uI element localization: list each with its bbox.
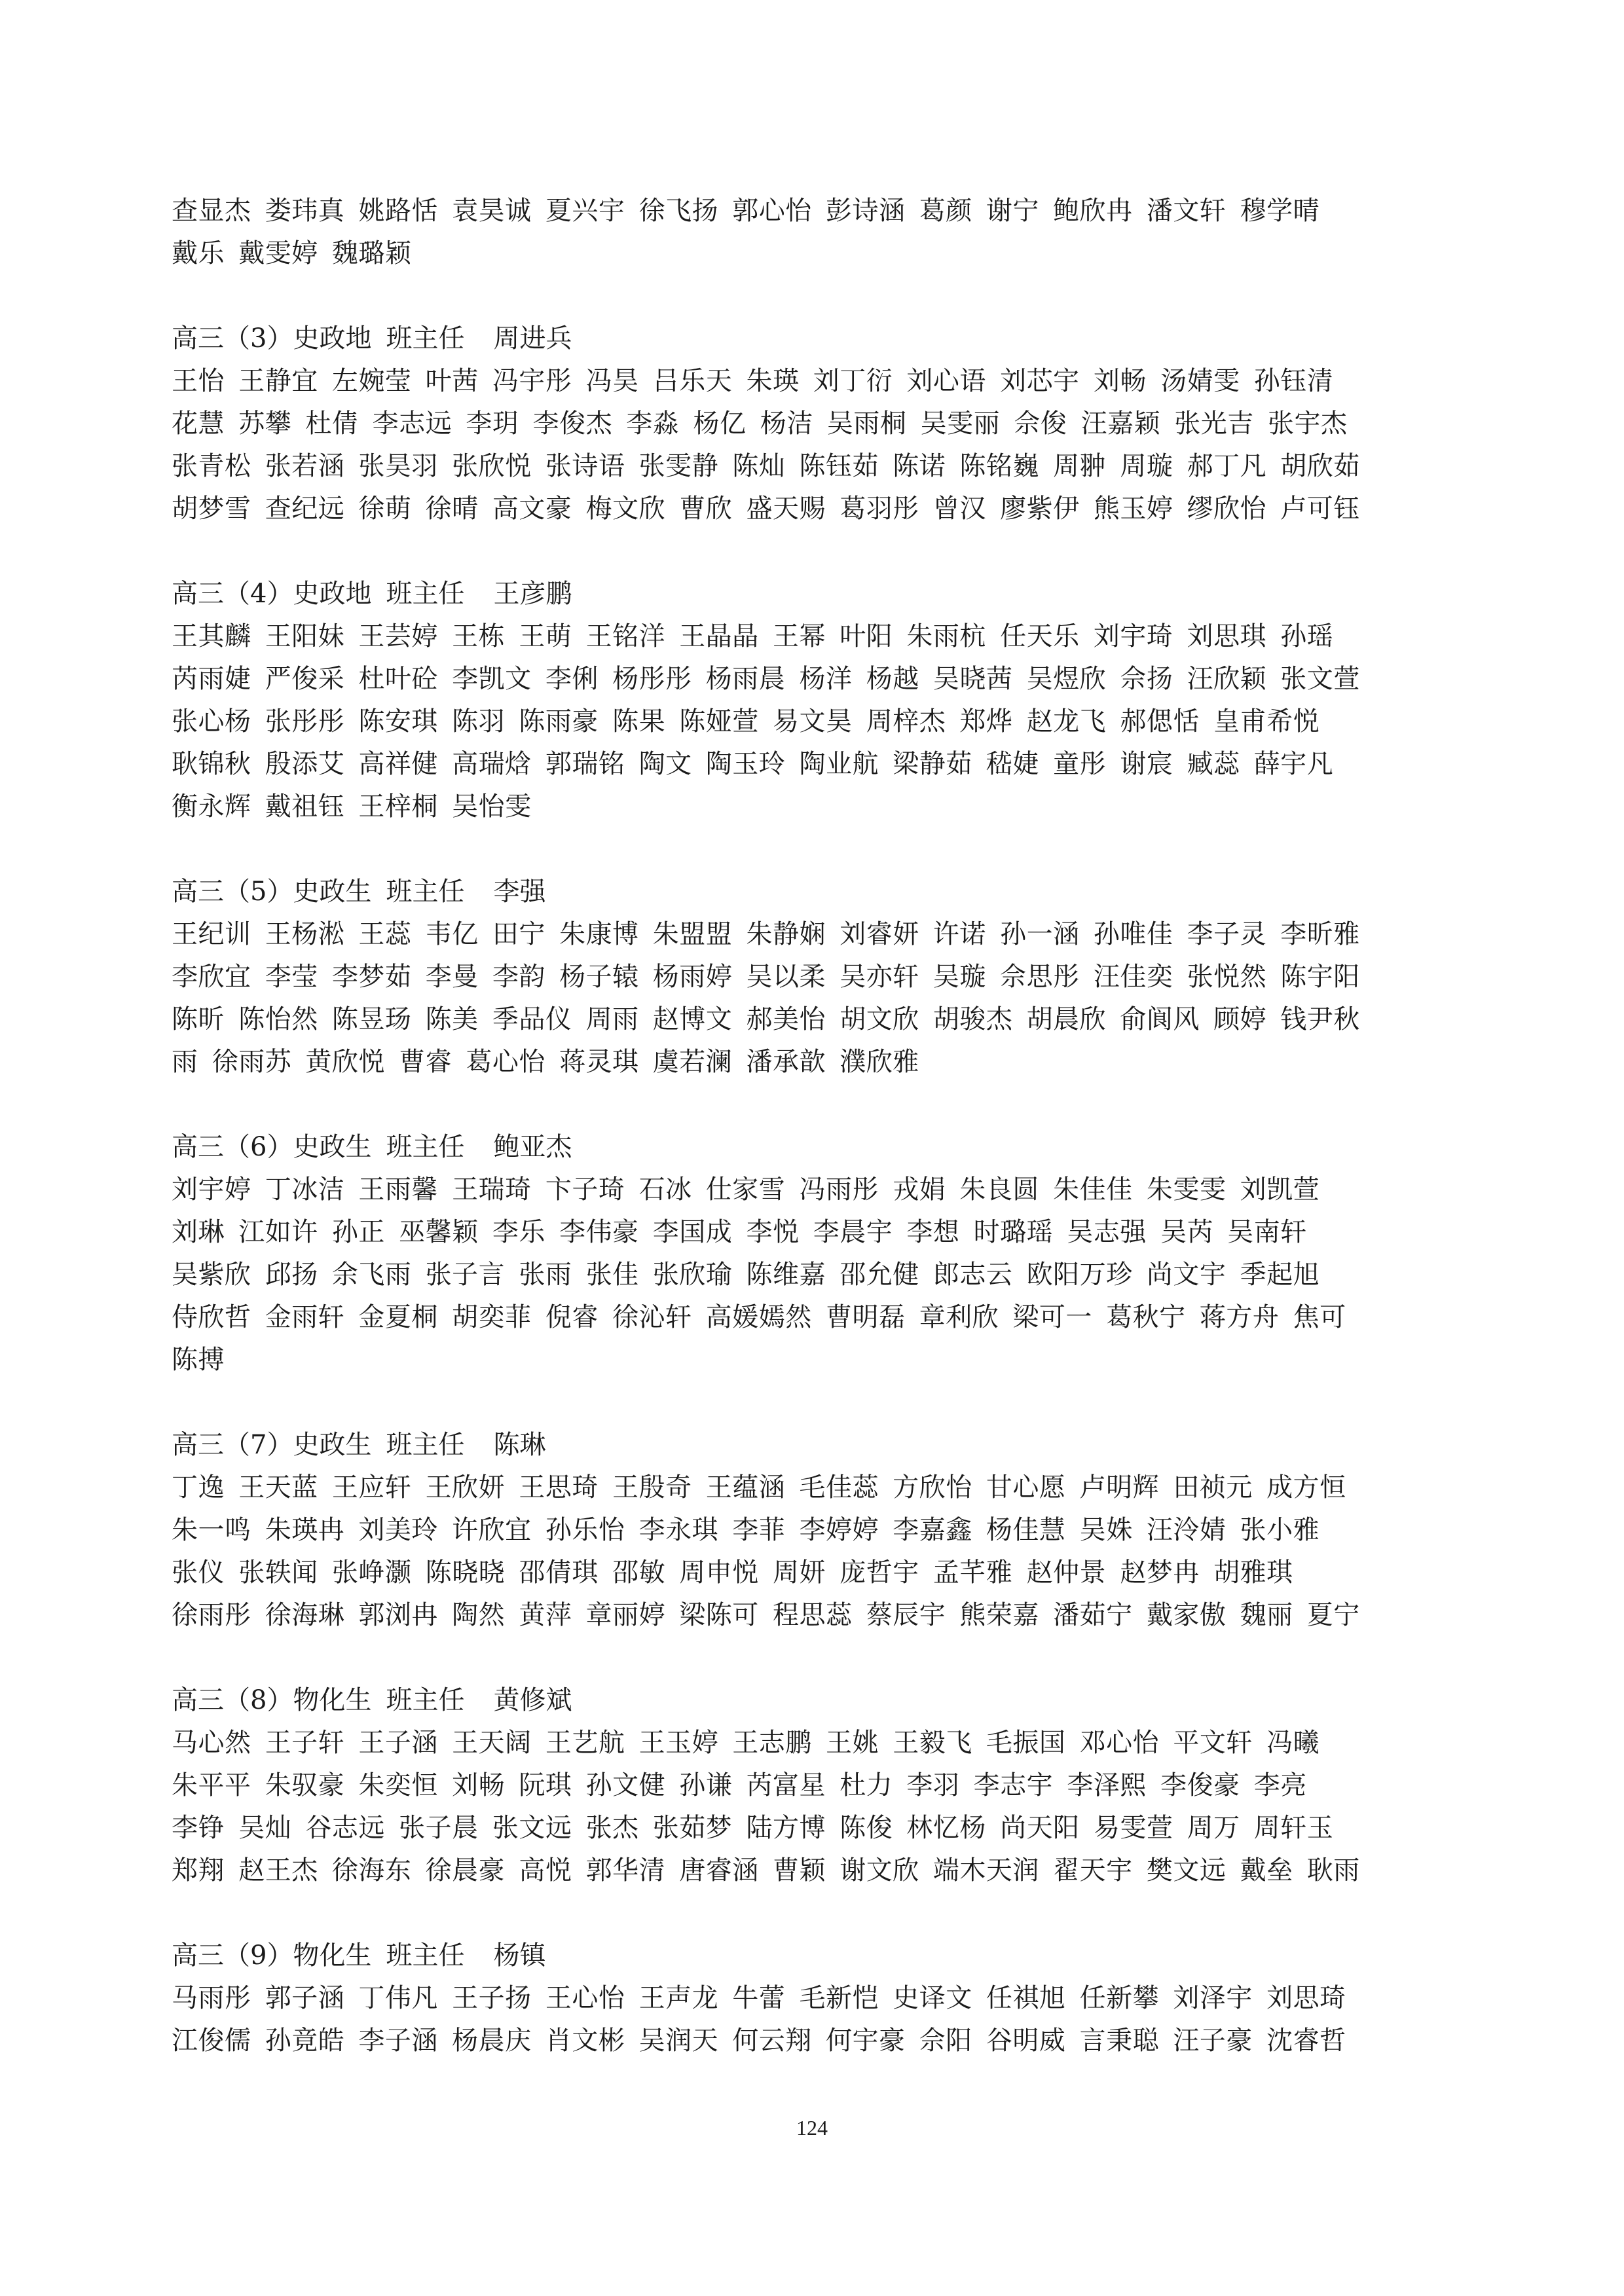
class-section bbox=[172, 1679, 1475, 1892]
class-section bbox=[172, 573, 1475, 828]
name-list-line: 查显杰 娄玮真 姚路恬 袁昊诚 夏兴宇 徐飞扬 郭心怡 彭诗涵 葛颜 谢宁 鲍欣冉 潘文轩 穆学晴 bbox=[172, 196, 1320, 226]
class-name: 高三（5）史政生 bbox=[172, 877, 372, 907]
name-list-line: 胡梦雪 查纪远 徐萌 徐晴 高文豪 梅文欣 曹欣 盛天赐 葛羽彤 曾汉 廖紫伊 熊玉婷 缪欣怡 卢可钰 bbox=[172, 494, 1360, 524]
name-list-line: 陈搏 bbox=[172, 1345, 225, 1375]
class-name: 高三（8）物化生 bbox=[172, 1685, 372, 1715]
name-list-line: 王其麟 王阳妹 王芸婷 王栋 王萌 王铭洋 王晶晶 王幂 叶阳 朱雨杭 任天乐 刘宇琦 刘思琪 孙瑶 bbox=[172, 621, 1334, 651]
name-list-line: 丁逸 王天蓝 王应轩 王欣妍 王思琦 王殷奇 王蕴涵 毛佳蕊 方欣怡 甘心愿 卢明辉 田祯元 成方恒 bbox=[172, 1472, 1346, 1503]
class-heading bbox=[172, 1424, 1475, 1467]
class-section bbox=[172, 1935, 1475, 2062]
class-heading bbox=[172, 871, 1475, 913]
name-list-line: 王纪训 王杨淞 王蕊 韦亿 田宁 朱康博 朱盟盟 朱静娴 刘睿妍 许诺 孙一涵 孙唯佳 李子灵 李昕雅 bbox=[172, 919, 1360, 949]
name-list-line: 戴乐 戴雯婷 魏璐颖 bbox=[172, 238, 412, 268]
page-number: 124 bbox=[796, 2116, 828, 2140]
name-list-line: 张心杨 张彤彤 陈安琪 陈羽 陈雨豪 陈果 陈娅萱 易文昊 周梓杰 郑烨 赵龙飞 郝偲恬 皇甫希悦 bbox=[172, 706, 1320, 737]
teacher-label: 班主任 bbox=[386, 1941, 465, 1971]
name-list-line: 张仪 张轶闻 张峥灏 陈晓晓 邵倩琪 邵敏 周申悦 周妍 庞哲宇 孟芊雅 赵仲景 赵梦冉 胡雅琪 bbox=[172, 1558, 1293, 1588]
name-list-line: 江俊儒 孙竟皓 李子涵 杨晨庆 肖文彬 吴润天 何云翔 何宇豪 佘阳 谷明威 言秉聪 汪子豪 沈睿哲 bbox=[172, 2026, 1346, 2056]
intro-block bbox=[172, 190, 1475, 275]
name-list-line: 郑翔 赵王杰 徐海东 徐晨豪 高悦 郭华清 唐睿涵 曹颖 谢文欣 端木天润 翟天宇 樊文远 戴垒 耿雨 bbox=[172, 1855, 1360, 1886]
name-list-line: 刘琳 江如许 孙正 巫馨颖 李乐 李伟豪 李国成 李悦 李晨宇 李想 时璐瑶 吴志强 吴芮 吴南轩 bbox=[172, 1217, 1307, 1247]
name-list-line: 朱平平 朱驭豪 朱奕恒 刘畅 阮琪 孙文健 孙谦 芮富星 杜力 李羽 李志宇 李泽熙 李俊豪 李亮 bbox=[172, 1770, 1307, 1800]
name-list-line: 侍欣哲 金雨轩 金夏桐 胡奕菲 倪睿 徐沁轩 高媛嫣然 曹明磊 章利欣 梁可一 葛秋宁 蒋方舟 焦可 bbox=[172, 1302, 1346, 1332]
sections-container bbox=[172, 318, 1475, 2062]
name-list-line: 衡永辉 戴祖钰 王梓桐 吴怡雯 bbox=[172, 792, 532, 822]
name-list-line: 张青松 张若涵 张昊羽 张欣悦 张诗语 张雯静 陈灿 陈钰茹 陈诺 陈铭巍 周翀 周璇 郝丁凡 胡欣茹 bbox=[172, 451, 1360, 481]
teacher-label: 班主任 bbox=[386, 1685, 465, 1715]
class-name: 高三（9）物化生 bbox=[172, 1941, 372, 1971]
name-list-line: 芮雨婕 严俊采 杜叶砼 李凯文 李俐 杨彤彤 杨雨晨 杨洋 杨越 吴晓茜 吴煜欣 佘扬 汪欣颖 张文萱 bbox=[172, 664, 1360, 694]
class-heading bbox=[172, 1679, 1475, 1722]
name-list-line: 马心然 王子轩 王子涵 王天阔 王艺航 王玉婷 王志鹏 王姚 王毅飞 毛振国 邓心怡 平文轩 冯曦 bbox=[172, 1728, 1320, 1758]
teacher-label: 班主任 bbox=[386, 579, 465, 609]
teacher-name: 杨镇 bbox=[493, 1941, 546, 1971]
teacher-name: 陈琳 bbox=[493, 1430, 546, 1460]
class-section bbox=[172, 318, 1475, 530]
teacher-label: 班主任 bbox=[386, 877, 465, 907]
class-heading bbox=[172, 318, 1475, 360]
class-heading bbox=[172, 1935, 1475, 1977]
roster-content bbox=[172, 190, 1475, 2062]
class-section bbox=[172, 871, 1475, 1084]
class-name: 高三（4）史政地 bbox=[172, 579, 372, 609]
class-heading bbox=[172, 573, 1475, 615]
name-list-line: 王怡 王静宜 左婉莹 叶茜 冯宇彤 冯昊 吕乐天 朱瑛 刘丁衍 刘心语 刘芯宇 刘畅 汤婧雯 孙钰清 bbox=[172, 366, 1334, 396]
teacher-label: 班主任 bbox=[386, 323, 465, 354]
teacher-name: 王彦鹏 bbox=[493, 579, 572, 609]
name-list-line: 刘宇婷 丁冰洁 王雨馨 王瑞琦 卞子琦 石冰 仕家雪 冯雨彤 戎娟 朱良圆 朱佳佳 朱雯雯 刘凯萱 bbox=[172, 1175, 1320, 1205]
name-list-line: 李铮 吴灿 谷志远 张子晨 张文远 张杰 张茹梦 陆方博 陈俊 林忆杨 尚天阳 易雯萱 周万 周轩玉 bbox=[172, 1813, 1334, 1843]
name-list-line: 李欣宜 李莹 李梦茹 李曼 李韵 杨子辕 杨雨婷 吴以柔 吴亦轩 吴璇 佘思彤 汪佳奕 张悦然 陈宇阳 bbox=[172, 962, 1360, 992]
class-name: 高三（6）史政生 bbox=[172, 1132, 372, 1162]
teacher-label: 班主任 bbox=[386, 1430, 465, 1460]
teacher-name: 李强 bbox=[493, 877, 546, 907]
name-list-line: 陈昕 陈怡然 陈昱玚 陈美 季品仪 周雨 赵博文 郝美怡 胡文欣 胡骏杰 胡晨欣 俞阆风 顾婷 钱尹秋 bbox=[172, 1004, 1360, 1034]
name-list-line: 朱一鸣 朱瑛冉 刘美玲 许欣宜 孙乐怡 李永琪 李菲 李婷婷 李嘉鑫 杨佳慧 吴姝 汪泠婧 张小雅 bbox=[172, 1515, 1320, 1545]
teacher-name: 鲍亚杰 bbox=[493, 1132, 572, 1162]
name-list-line: 花慧 苏攀 杜倩 李志远 李玥 李俊杰 李淼 杨亿 杨洁 吴雨桐 吴雯丽 佘俊 汪嘉颖 张光吉 张宇杰 bbox=[172, 409, 1348, 439]
class-section bbox=[172, 1424, 1475, 1637]
class-name: 高三（3）史政地 bbox=[172, 323, 372, 354]
class-section bbox=[172, 1126, 1475, 1381]
name-list-line: 吴紫欣 邱扬 余飞雨 张子言 张雨 张佳 张欣瑜 陈维嘉 邵允健 郎志云 欧阳万珍 尚文宇 季起旭 bbox=[172, 1260, 1320, 1290]
class-name: 高三（7）史政生 bbox=[172, 1430, 372, 1460]
teacher-name: 黄修斌 bbox=[493, 1685, 572, 1715]
teacher-name: 周进兵 bbox=[493, 323, 572, 354]
teacher-label: 班主任 bbox=[386, 1132, 465, 1162]
name-list-line: 雨 徐雨苏 黄欣悦 曹睿 葛心怡 蒋灵琪 虞若澜 潘承歆 濮欣雅 bbox=[172, 1047, 919, 1077]
name-list-line: 徐雨彤 徐海琳 郭浏冉 陶然 黄萍 章丽婷 梁陈可 程思蕊 蔡辰宇 熊荣嘉 潘茹宁 戴家傲 魏丽 夏宁 bbox=[172, 1600, 1360, 1630]
class-heading bbox=[172, 1126, 1475, 1169]
name-list-line: 马雨彤 郭子涵 丁伟凡 王子扬 王心怡 王声龙 牛蕾 毛新恺 史译文 任祺旭 任新攀 刘泽宇 刘思琦 bbox=[172, 1983, 1346, 2013]
name-list-line: 耿锦秋 殷添艾 高祥健 高瑞焓 郭瑞铭 陶文 陶玉玲 陶业航 梁静茹 嵇婕 童彤 谢宸 臧蕊 薛宇凡 bbox=[172, 749, 1334, 779]
